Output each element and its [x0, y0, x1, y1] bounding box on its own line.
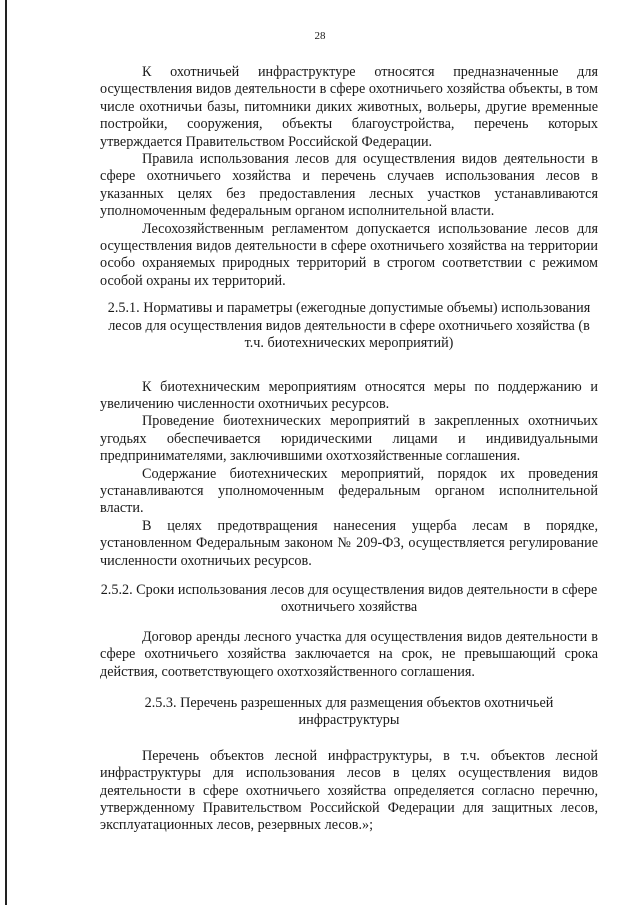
section-heading-2-5-2: 2.5.2. Сроки использования лесов для осуществления видов деятельности в сфере охотничьего хозяйства [100, 581, 598, 616]
paragraph-lease-term: Договор аренды лесного участка для осуществления видов деятельности в сфере охотничьего хозяйства заключается на срок, не превышающий срока действия, соответствующего охотхозяйственного соглашения. [100, 628, 598, 680]
section-heading-2-5-1: 2.5.1. Нормативы и параметры (ежегодные допустимые объемы) использования лесов для осуществления видов деятельности в сфере охотничьего хозяйства (в т.ч. биотехнических мероприятий) [107, 300, 591, 352]
paragraph-damage-prevention: В целях предотвращения нанесения ущерба лесам в порядке, установленном Федеральным законом № 209-ФЗ, осуществляется регулирование численности охотничьих ресурсов. [100, 517, 598, 569]
paragraph-biotechnical-measures: К биотехническим мероприятиям относятся меры по поддержанию и увеличению численности охотничьих ресурсов. [100, 378, 598, 412]
paragraph-forest-use-rules: Правила использования лесов для осуществления видов деятельности в сфере охотничьего хозяйства и перечень случаев использования лесов в указанных целях без предоставления лесных участков устанавливаются уполномоченным федеральным органом исполнительной власти. [100, 151, 598, 220]
document-body [100, 64, 598, 835]
paragraph-biotechnical-content: Содержание биотехнических мероприятий, порядок их проведения устанавливаются уполномоченным федеральным органом исполнительной власти. [100, 465, 598, 517]
paragraph-forestry-regulations: Лесохозяйственным регламентом допускается использование лесов для осуществления видов деятельности в сфере охотничьего хозяйства на территории особо охраняемых природных территорий в строгом соответствии с режимом особой охраны их территорий. [100, 220, 598, 289]
paragraph-infrastructure-list: Перечень объектов лесной инфраструктуры, в т.ч. объектов лесной инфраструктуры для использования лесов в целях осуществления видов деятельности в сфере охотничьего хозяйства определяется согласно перечню, утвержденному Правительством Российской Федерации для защитных лесов, эксплуатационных лесов, резервных лесов.»; [100, 747, 598, 834]
section-heading-2-5-3: 2.5.3. Перечень разрешенных для размещения объектов охотничьей инфраструктуры [144, 695, 554, 729]
page-edge-line [5, 0, 7, 905]
paragraph-hunting-infrastructure: К охотничьей инфраструктуре относятся предназначенные для осуществления видов деятельности в сфере охотничьего хозяйства объекты, в том числе охотничьи базы, питомники диких животных, вольеры, другие временные постройки, сооружения, объекты благоустройства, перечень которых утверждается Правительством Российской Федерации. [100, 64, 598, 150]
page-number: 28 [314, 30, 326, 42]
paragraph-biotechnical-execution: Проведение биотехнических мероприятий в закрепленных охотничьих угодьях обеспечивается юридическими лицами и индивидуальными предпринимателями, заключившими охотхозяйственные соглашения. [100, 413, 598, 465]
